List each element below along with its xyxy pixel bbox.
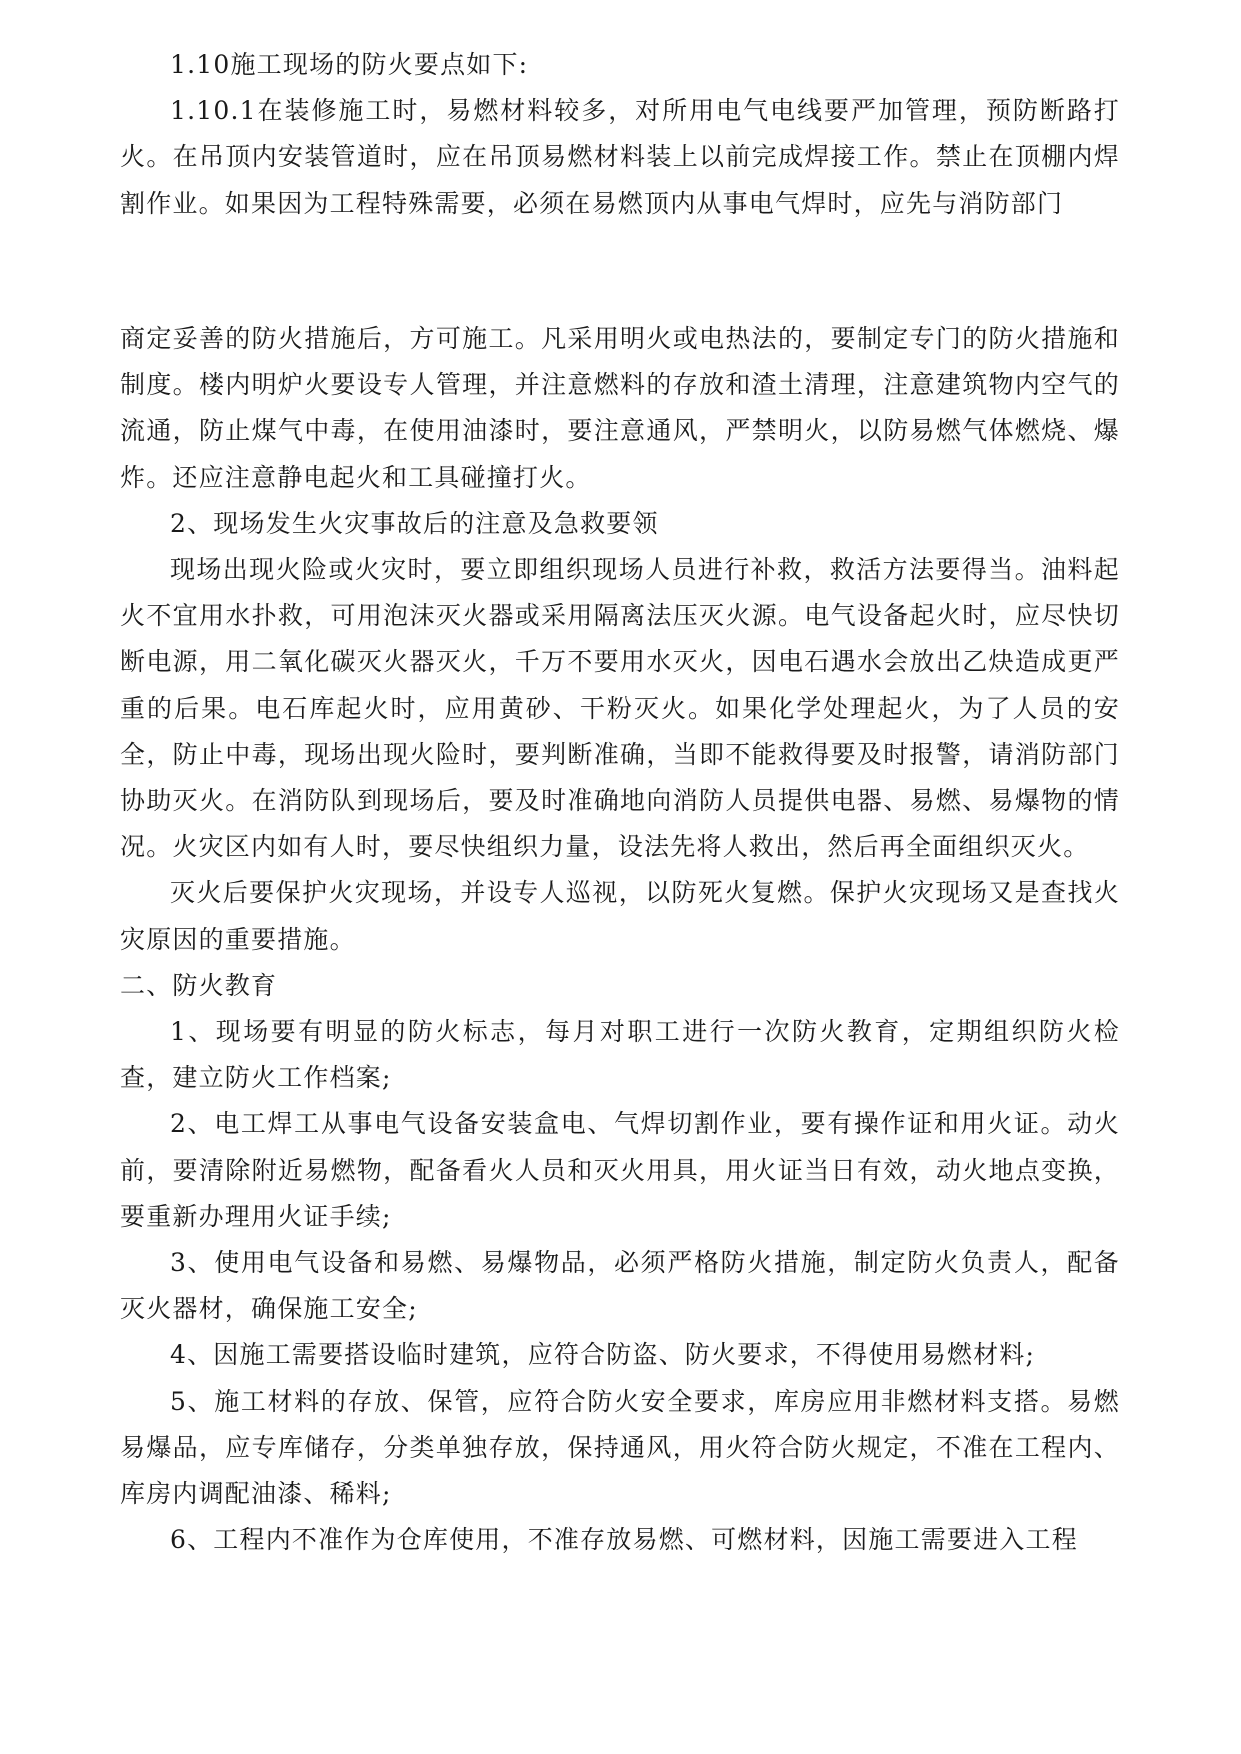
text-block-main — [120, 316, 1120, 1563]
paragraph-fire-response: 现场出现火险或火灾时，要立即组织现场人员进行补救，救活方法要得当。油料起火不宜用水扑救，可用泡沫灭火器或采用隔离法压灭火源。电气设备起火时，应尽快切断电源，用二氧化碳灭火器灭火，千万不要用水灭火，因电石遇水会放出乙炔造成更严重的后果。电石库起火时，应用黄砂、干粉灭火。如果化学处理起火，为了人员的安全，防止中毒，现场出现火险时，要判断准确，当即不能救得要及时报警，请消防部门协助灭火。在消防队到现场后，要及时准确地向消防人员提供电器、易燃、易爆物的情况。火灾区内如有人时，要尽快组织力量，设法先将人救出，然后再全面组织灭火。 — [120, 555, 1120, 862]
section-heading-1-10: 1.10施工现场的防火要点如下: — [170, 50, 529, 79]
list-item-5: 5、施工材料的存放、保管，应符合防火安全要求，库房应用非燃材料支搭。易燃易爆品，应专库储存，分类单独存放，保持通风，用火符合防火规定，不准在工程内、库房内调配油漆、稀料; — [120, 1386, 1120, 1509]
list-item-2: 2、电工焊工从事电气设备安装盒电、气焊切割作业，要有操作证和用火证。动火前，要清除附近易燃物，配备看火人员和灭火用具，用火证当日有效，动火地点变换，要重新办理用火证手续; — [120, 1109, 1120, 1231]
text-block-top — [120, 42, 1120, 227]
paragraph-after-extinguish: 灭火后要保护火灾现场，并设专人巡视，以防死火复燃。保护火灾现场又是查找火灾原因的重要措施。 — [120, 878, 1120, 954]
paragraph-1-10-1: 1.10.1在装修施工时，易燃材料较多，对所用电气电线要严加管理，预防断路打火。在吊顶内安装管道时，应在吊顶易燃材料装上以前完成焊接工作。禁止在顶棚内焊割作业。如果因为工程特殊需要，必须在易燃顶内从事电气焊时，应先与消防部门 — [120, 96, 1120, 218]
list-item-3: 3、使用电气设备和易燃、易爆物品，必须严格防火措施，制定防火负责人，配备灭火器材，确保施工安全; — [120, 1248, 1120, 1324]
section-heading-fire-education: 二、防火教育 — [120, 970, 278, 1000]
section-heading-2: 2、现场发生火灾事故后的注意及急救要领 — [170, 508, 659, 538]
paragraph-continuation: 商定妥善的防火措施后，方可施工。凡采用明火或电热法的，要制定专门的防火措施和制度。楼内明炉火要设专人管理，并注意燃料的存放和渣土清理，注意建筑物内空气的流通，防止煤气中毒，在使用油漆时，要注意通风，严禁明火，以防易燃气体燃烧、爆炸。还应注意静电起火和工具碰撞打火。 — [120, 324, 1120, 492]
list-item-1: 1、现场要有明显的防火标志，每月对职工进行一次防火教育，定期组织防火检查，建立防火工作档案; — [120, 1017, 1120, 1093]
list-item-4: 4、因施工需要搭设临时建筑，应符合防盗、防火要求，不得使用易燃材料; — [170, 1340, 1036, 1370]
list-item-6: 6、工程内不准作为仓库使用，不准存放易燃、可燃材料，因施工需要进入工程 — [170, 1525, 1078, 1555]
